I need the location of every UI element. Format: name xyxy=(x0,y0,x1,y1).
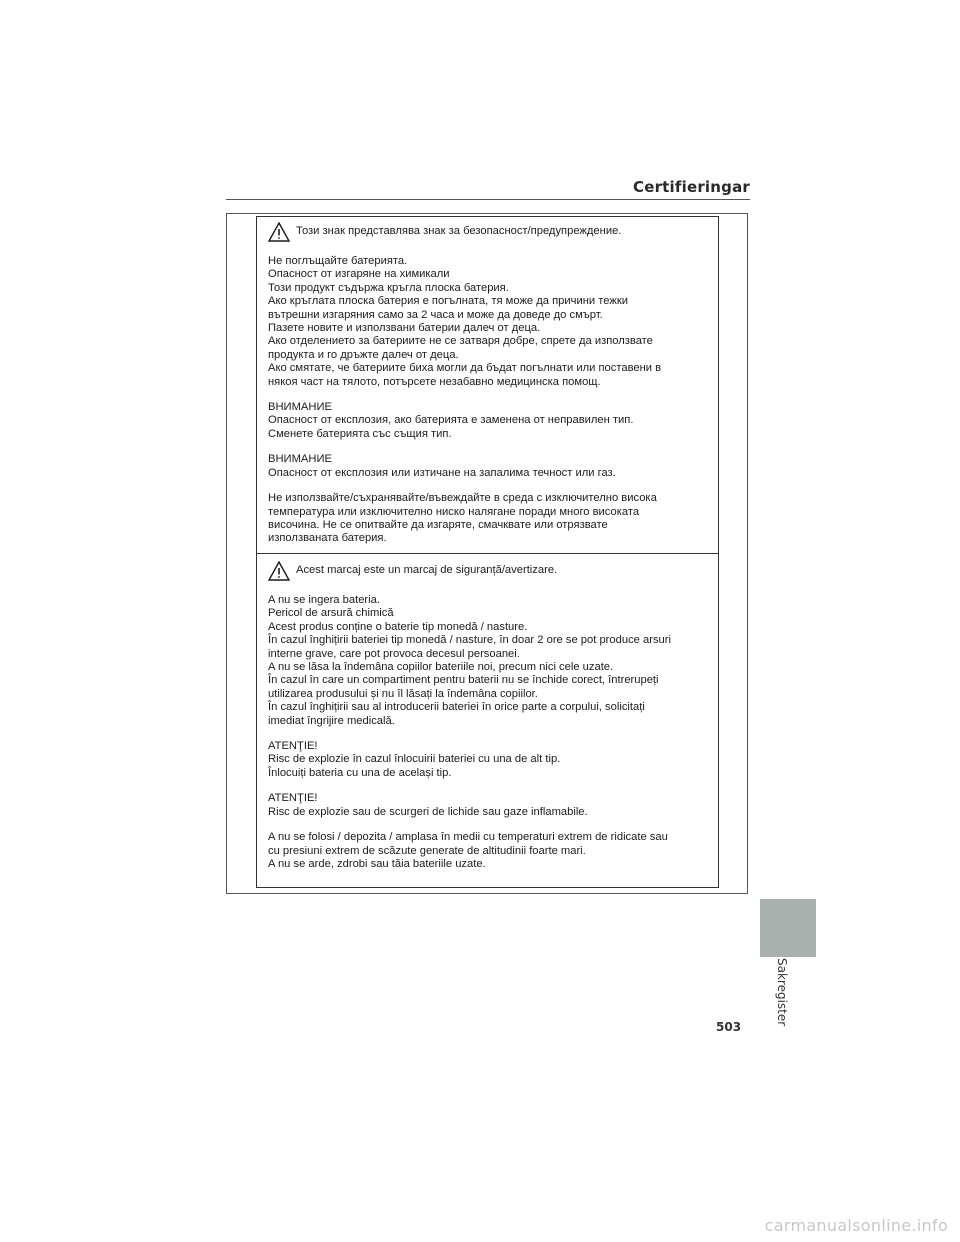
ro-line: A nu se folosi / depozita / amplasa în medii cu temperaturi extrem de ridicate sau xyxy=(268,831,668,844)
ro-line: În cazul înghițirii sau al introducerii bateriei în orice parte a corpului, solicitați xyxy=(268,701,645,714)
romanian-warning-heading-text: Acest marcaj este un marcaj de siguranță/avertizare. xyxy=(296,564,558,577)
bg-line: Този продукт съдържа кръгла плоска батерия. xyxy=(268,281,509,294)
bg-line: температура или изключително ниско налягане поради много високата xyxy=(268,505,640,518)
bg-paragraph xyxy=(268,453,712,480)
ro-line: În cazul în care un compartiment pentru baterii nu se închide corect, întrerupeți xyxy=(268,674,659,687)
bg-line: Ако кръглата плоска батерия е погълната, тя може да причини тежки xyxy=(268,295,628,308)
bg-line: Опасност от експлозия или изтичане на запалима течност или газ. xyxy=(268,466,616,479)
header-rule xyxy=(226,199,750,200)
page-header-title: Certifieringar xyxy=(632,178,750,196)
bg-line: ВНИМАНИЕ xyxy=(268,401,332,414)
ro-line: imediat îngrijire medicală. xyxy=(268,714,395,727)
bg-line: вътрешни изгаряния само за 2 часа и може да доведе до смърт. xyxy=(268,308,603,321)
ro-line: Înlocuiți bateria cu una de același tip. xyxy=(268,766,452,779)
ro-line: A nu se ingera bateria. xyxy=(268,594,380,606)
bg-line: Опасност от изгаряне на химикали xyxy=(268,268,450,281)
bg-paragraph xyxy=(268,401,712,441)
ro-line: Risc de explozie în cazul înlocuirii bateriei cu una de alt tip. xyxy=(268,753,561,766)
bg-line: използваната батерия. xyxy=(268,532,387,545)
ro-line: În cazul înghițirii bateriei tip monedă / nasture, în doar 2 ore se pot produce arsuri xyxy=(268,634,671,647)
bg-paragraph xyxy=(268,255,712,389)
ro-line: A nu se lăsa la îndemâna copiilor bateriile noi, precum nici cele uzate. xyxy=(268,661,614,674)
watermark: carmanualsonline.info xyxy=(764,1216,948,1235)
bg-line: Пазете новите и използвани батерии далеч от деца. xyxy=(268,322,541,335)
ro-line: A nu se arde, zdrobi sau tăia bateriile uzate. xyxy=(268,857,486,870)
bulgarian-warning-heading-text: Този знак представлява знак за безопасност/предупреждение. xyxy=(296,225,622,238)
section-tab xyxy=(760,899,816,957)
bg-line: Не използвайте/съхранявайте/въвеждайте в среда с изключително висока xyxy=(268,492,657,505)
ro-line: interne grave, care pot provoca decesul persoanei. xyxy=(268,647,520,660)
bulgarian-warning-heading xyxy=(268,221,712,243)
ro-line: ATENŢIE! xyxy=(268,740,318,753)
section-divider xyxy=(256,553,719,554)
bulgarian-section xyxy=(268,221,712,546)
warning-triangle-icon xyxy=(268,222,290,242)
ro-paragraph xyxy=(268,740,712,780)
bg-line: височина. Не се опитвайте да изгаряте, смачквате или отрязвате xyxy=(268,518,608,531)
bg-line: Ако смятате, че батериите биха могли да бъдат погълнати или поставени в xyxy=(268,362,662,375)
page-number: 503 xyxy=(716,1020,742,1034)
ro-line: Pericol de arsură chimică xyxy=(268,607,394,620)
ro-line: Acest produs conține o baterie tip monedă / nasture. xyxy=(268,620,528,633)
warning-triangle-icon xyxy=(268,561,290,581)
ro-line: cu presiuni extrem de scăzute generate de altitudinii foarte mari. xyxy=(268,844,586,857)
bg-line: Ако отделението за батериите не се затваря добре, спрете да използвате xyxy=(268,335,653,348)
ro-paragraph xyxy=(268,831,712,871)
bg-line: продукта и го дръжте далеч от деца. xyxy=(268,348,459,361)
bg-line: Не поглъщайте батерията. xyxy=(268,255,408,267)
section-side-label: Sakregister xyxy=(775,958,789,1027)
romanian-section xyxy=(268,560,712,871)
bg-line: някоя част на тялото, потърсете незабавно медицинска помощ. xyxy=(268,375,601,388)
ro-line: utilizarea produsului și nu îl lăsați la îndemâna copiilor. xyxy=(268,687,538,700)
bg-line: ВНИМАНИЕ xyxy=(268,453,332,466)
ro-line: Risc de explozie sau de scurgeri de lichide sau gaze inflamabile. xyxy=(268,805,588,818)
ro-paragraph xyxy=(268,594,712,728)
ro-paragraph xyxy=(268,792,712,819)
ro-line: ATENŢIE! xyxy=(268,792,318,805)
bg-line: Опасност от експлозия, ако батерията е заменена от неправилен тип. xyxy=(268,414,634,427)
romanian-warning-heading xyxy=(268,560,712,582)
bg-paragraph xyxy=(268,492,712,546)
bg-line: Сменете батерията със същия тип. xyxy=(268,427,452,440)
